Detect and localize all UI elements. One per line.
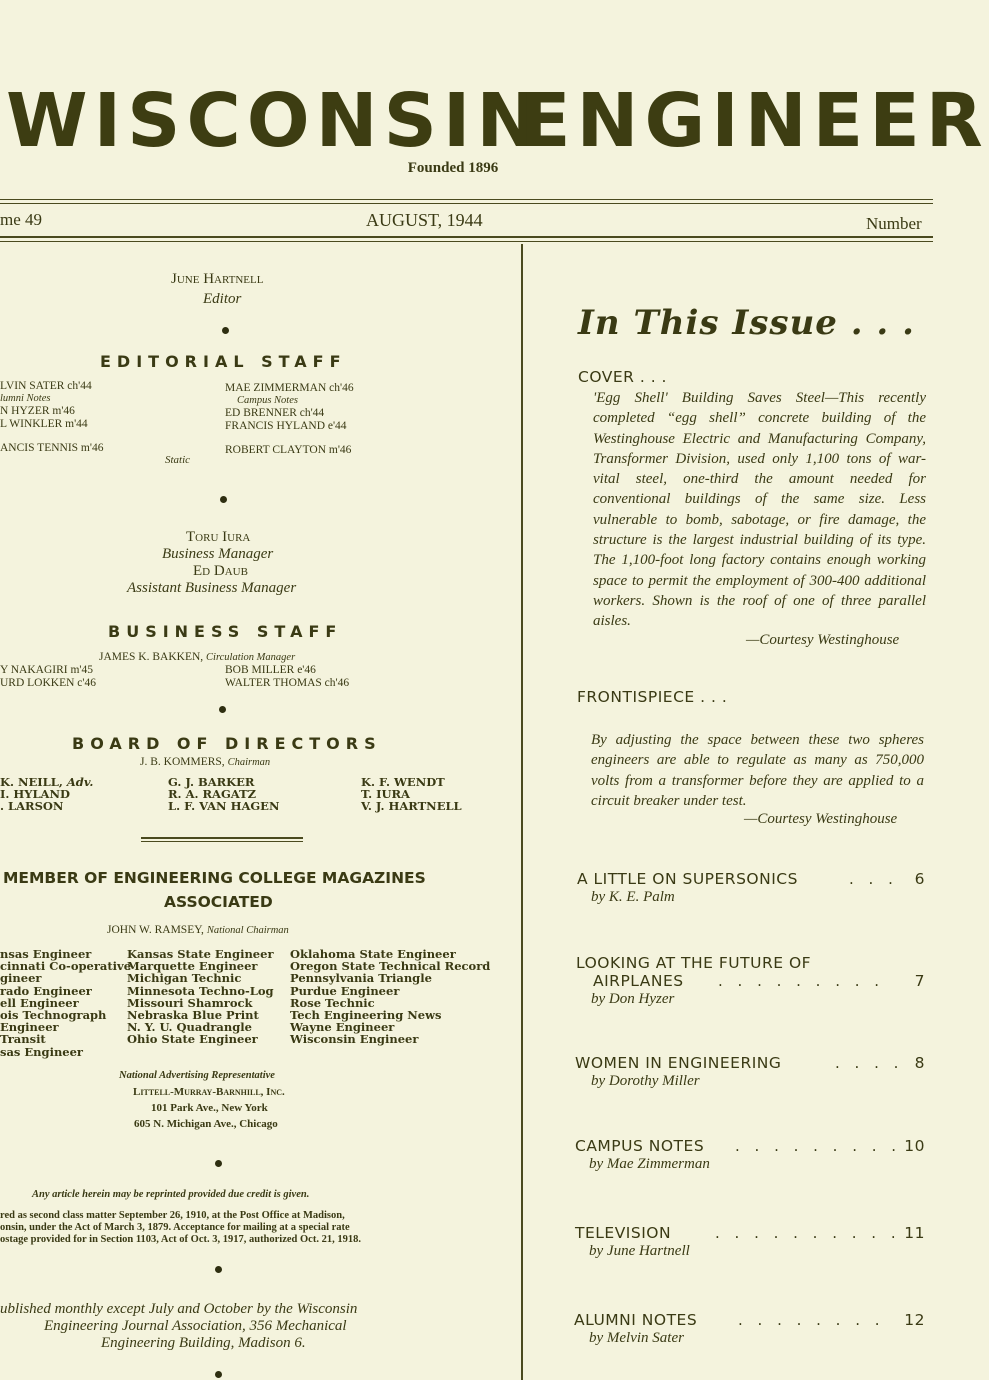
toc-entry-author: by Melvin Sater bbox=[589, 1330, 684, 1346]
magazine-item: nsas Engineer bbox=[0, 947, 92, 961]
toc-leaders: . . . . . . . . bbox=[738, 1311, 885, 1329]
board-member: V. J. HARTNELL bbox=[361, 799, 462, 814]
founded-line: Founded 1896 bbox=[407, 160, 499, 176]
board-heading: BOARD OF DIRECTORS bbox=[72, 734, 382, 753]
toc-entry-page: 11 bbox=[904, 1224, 925, 1242]
toc-entry-author: by June Hartnell bbox=[589, 1243, 690, 1259]
toc-leaders: . . . . bbox=[835, 1054, 904, 1072]
toc-entry[interactable] bbox=[575, 1224, 925, 1260]
editorial-staff-left bbox=[0, 380, 103, 455]
magazine-item: Engineer bbox=[0, 1020, 59, 1035]
magazine-item: Oklahoma State Engineer bbox=[290, 947, 456, 961]
magazine-item: Pennsylvania Triangle bbox=[290, 971, 432, 986]
magazine-item: gineer bbox=[0, 971, 42, 986]
toc-leaders: . . . . . . . . . bbox=[735, 1137, 902, 1155]
column-divider bbox=[521, 244, 523, 1380]
business-manager-name: Toru Iura bbox=[186, 529, 251, 545]
advertising-label: National Advertising Representative bbox=[119, 1070, 275, 1081]
magazine-item: Minnesota Techno-Log bbox=[127, 983, 274, 998]
board-member: K. F. WENDT bbox=[361, 775, 445, 789]
mailing-line: ostage provided for in Section 1103, Act of Oct. 3, 1917, authorized Oct. 21, 1918. bbox=[0, 1234, 361, 1245]
cover-description: 'Egg Shell' Building Saves Steel—This recently completed “egg shell” concrete building of the Westinghouse Electric and Manufacturing Company, Transformer Division, used only 1,100 tons of war-vital steel, one-third the amount needed for conventional buildings of the same size. Less vulnerable to bomb, sabotage, or fire damage, the structure is the largest industrial building of its type. The 1,100-foot long factory contains enough working space to permit the employment of 300-400 additional workers. Shown is the roof of one of three parallel aisles. bbox=[593, 390, 926, 630]
magazine-item: sas Engineer bbox=[0, 1044, 83, 1059]
publication-line-1: ublished monthly except July and October by the Wisconsin bbox=[0, 1301, 358, 1317]
staff-role-static: Static bbox=[165, 454, 191, 466]
toc-entry[interactable] bbox=[577, 870, 925, 906]
board-col-3 bbox=[361, 776, 462, 813]
header-rule-2 bbox=[0, 241, 933, 242]
magazine-item: Nebraska Blue Print bbox=[127, 1008, 259, 1023]
staff-member: BOB MILLER e'46 bbox=[225, 664, 316, 676]
asst-manager-title: Assistant Business Manager bbox=[127, 580, 297, 596]
toc-entry-page: 10 bbox=[904, 1137, 925, 1155]
toc-entry-author: by Mae Zimmerman bbox=[589, 1156, 710, 1172]
toc-leaders: . . . . . . . . . bbox=[718, 972, 885, 990]
magazine-item: rado Engineer bbox=[0, 983, 92, 998]
staff-member: ED BRENNER ch'44 bbox=[225, 407, 325, 419]
mailing-line: red as second class matter September 26, 1910, at the Post Office at Madison, bbox=[0, 1210, 345, 1221]
contents-heading: In This Issue . . . bbox=[578, 303, 915, 343]
publication-line-2: Engineering Journal Association, 356 Mechanical bbox=[44, 1318, 347, 1334]
toc-entry-title: CAMPUS NOTES bbox=[575, 1137, 705, 1155]
masthead-title bbox=[0, 78, 989, 168]
staff-member: L WINKLER m'44 bbox=[0, 417, 88, 430]
separator-dot bbox=[215, 1160, 222, 1167]
cover-credit: —Courtesy Westinghouse bbox=[746, 632, 900, 648]
circulation-manager-title: Circulation Manager bbox=[206, 652, 296, 663]
toc-entry-page: 7 bbox=[914, 972, 925, 990]
staff-role: Campus Notes bbox=[237, 394, 298, 406]
ecma-col-3 bbox=[290, 948, 490, 1046]
magazine-item: Transit bbox=[0, 1032, 46, 1047]
separator-dot bbox=[215, 1266, 222, 1273]
toc-entry-page: 6 bbox=[914, 870, 925, 888]
ecma-col-2 bbox=[127, 948, 274, 1046]
toc-entry[interactable] bbox=[576, 954, 925, 1008]
section-rule bbox=[141, 837, 303, 839]
ecma-chairman bbox=[107, 924, 289, 938]
frontispiece-label: FRONTISPIECE . . . bbox=[577, 688, 728, 706]
advertising-company: Littell-Murray-Barnhill, Inc. bbox=[133, 1086, 285, 1098]
staff-member: ANCIS TENNIS m'46 bbox=[0, 442, 104, 454]
toc-entry-title: LOOKING AT THE FUTURE OF bbox=[576, 954, 812, 972]
board-member: R. A. RAGATZ bbox=[168, 787, 257, 802]
toc-entry-author: by K. E. Palm bbox=[591, 889, 675, 905]
magazine-item: Wayne Engineer bbox=[290, 1020, 395, 1035]
toc-entry-title: WOMEN IN ENGINEERING bbox=[575, 1054, 782, 1072]
toc-entry[interactable] bbox=[575, 1137, 925, 1173]
business-manager-title: Business Manager bbox=[162, 546, 274, 562]
board-col-1 bbox=[0, 776, 93, 813]
publication-line-3: Engineering Building, Madison 6. bbox=[101, 1335, 306, 1351]
magazine-item: ell Engineer bbox=[0, 995, 79, 1010]
editor-title: Editor bbox=[203, 291, 242, 307]
magazine-item: N. Y. U. Quadrangle bbox=[127, 1020, 252, 1035]
ecma-col-1 bbox=[0, 948, 131, 1058]
frontispiece-credit: —Courtesy Westinghouse bbox=[744, 811, 898, 827]
magazine-item: ois Technograph bbox=[0, 1008, 107, 1023]
board-member: I. HYLAND bbox=[0, 787, 70, 802]
ecma-chairman-name: JOHN W. RAMSEY, bbox=[107, 924, 204, 936]
staff-member: URD LOKKEN c'46 bbox=[0, 676, 96, 689]
toc-leaders: . . . . . . . . . . bbox=[715, 1224, 901, 1242]
toc-entry-title: TELEVISION bbox=[575, 1224, 672, 1242]
board-chairman-name: J. B. KOMMERS, bbox=[140, 756, 225, 768]
toc-entry-title: A LITTLE ON SUPERSONICS bbox=[577, 870, 798, 888]
magazine-item: Rose Technic bbox=[290, 995, 375, 1010]
issue-date: AUGUST, 1944 bbox=[366, 210, 483, 230]
board-chairman-title: Chairman bbox=[227, 757, 271, 768]
magazine-item: Missouri Shamrock bbox=[127, 995, 253, 1010]
toc-entry-title: ALUMNI NOTES bbox=[574, 1311, 698, 1329]
editorial-staff-heading: EDITORIAL STAFF bbox=[100, 352, 347, 371]
cover-label: COVER . . . bbox=[578, 368, 667, 386]
staff-member: FRANCIS HYLAND e'44 bbox=[225, 419, 347, 432]
staff-member: WALTER THOMAS ch'46 bbox=[225, 676, 350, 689]
top-rule bbox=[0, 199, 933, 200]
ecma-heading-2: ASSOCIATED bbox=[164, 893, 273, 911]
board-member: L. F. VAN HAGEN bbox=[168, 799, 280, 814]
board-member: G. J. BARKER bbox=[168, 775, 255, 789]
masthead-word-engineer: ENGINEER bbox=[520, 78, 989, 164]
editorial-staff-right bbox=[225, 382, 354, 457]
toc-leaders: . . . bbox=[849, 870, 898, 888]
board-member-adv: Adv. bbox=[66, 775, 94, 789]
separator-dot bbox=[219, 706, 226, 713]
board-member: K. NEILL, bbox=[0, 775, 63, 789]
ecma-chairman-title: National Chairman bbox=[206, 925, 289, 936]
section-rule-2 bbox=[141, 841, 303, 842]
top-rule-2 bbox=[0, 203, 933, 204]
reprint-notice: Any article herein may be reprinted provided due credit is given. bbox=[32, 1189, 310, 1200]
magazine-item: Oregon State Technical Record bbox=[290, 959, 491, 974]
toc-entry-author: by Dorothy Miller bbox=[591, 1073, 700, 1089]
header-rule bbox=[0, 236, 933, 238]
board-member: T. IURA bbox=[361, 787, 410, 802]
magazine-item: Kansas State Engineer bbox=[127, 947, 274, 961]
mailing-notice bbox=[0, 1210, 361, 1246]
toc-entry[interactable] bbox=[575, 1054, 925, 1090]
board-col-2 bbox=[168, 776, 279, 813]
staff-member: MAE ZIMMERMAN ch'46 bbox=[225, 382, 354, 394]
magazine-item: Michigan Technic bbox=[127, 971, 242, 986]
magazine-item: Tech Engineering News bbox=[290, 1008, 442, 1023]
frontispiece-description: By adjusting the space between these two spheres engineers are able to regulate as many as 750,000 volts from a transformer before they are applied to a circuit breaker under test. bbox=[591, 732, 924, 809]
staff-member: ROBERT CLAYTON m'46 bbox=[225, 444, 352, 456]
separator-dot bbox=[222, 327, 229, 334]
staff-member: Y NAKAGIRI m'45 bbox=[0, 664, 93, 676]
business-staff-left bbox=[0, 664, 96, 689]
circulation-manager-name: JAMES K. BAKKEN, bbox=[99, 651, 204, 663]
toc-entry-author: by Don Hyzer bbox=[591, 991, 675, 1007]
magazine-item: Purdue Engineer bbox=[290, 983, 400, 998]
board-member: . LARSON bbox=[0, 799, 64, 814]
staff-member: LVIN SATER ch'44 bbox=[0, 380, 92, 392]
circulation-manager bbox=[99, 651, 295, 665]
staff-role: lumni Notes bbox=[0, 392, 51, 404]
separator-dot bbox=[220, 496, 227, 503]
magazine-item: Wisconsin Engineer bbox=[290, 1032, 419, 1047]
masthead-word-wisconsin: WISCONSIN bbox=[6, 78, 545, 164]
advertising-address-1: 101 Park Ave., New York bbox=[151, 1102, 268, 1114]
staff-member: N HYZER m'46 bbox=[0, 405, 75, 417]
asst-manager-name: Ed Daub bbox=[193, 563, 248, 579]
toc-entry-page: 8 bbox=[914, 1054, 925, 1072]
mailing-line: onsin, under the Act of March 3, 1879. Acceptance for mailing at a special rate bbox=[0, 1222, 350, 1233]
business-staff-right bbox=[225, 664, 349, 689]
advertising-address-2: 605 N. Michigan Ave., Chicago bbox=[134, 1118, 278, 1130]
issue-number-label: Number bbox=[866, 214, 922, 233]
toc-entry-page: 12 bbox=[904, 1311, 925, 1329]
editor-name: June Hartnell bbox=[171, 271, 264, 287]
toc-entry[interactable] bbox=[574, 1311, 925, 1347]
volume-label: me 49 bbox=[0, 210, 43, 229]
magazine-item: Ohio State Engineer bbox=[127, 1032, 258, 1047]
magazine-item: Marquette Engineer bbox=[127, 959, 258, 974]
ecma-heading: MEMBER OF ENGINEERING COLLEGE MAGAZINES bbox=[3, 869, 426, 887]
toc-entry-title-2: AIRPLANES bbox=[593, 972, 684, 990]
separator-dot bbox=[215, 1371, 222, 1378]
magazine-item: cinnati Co-operative bbox=[0, 959, 132, 974]
business-staff-heading: BUSINESS STAFF bbox=[108, 622, 343, 641]
board-chairman bbox=[140, 756, 270, 770]
